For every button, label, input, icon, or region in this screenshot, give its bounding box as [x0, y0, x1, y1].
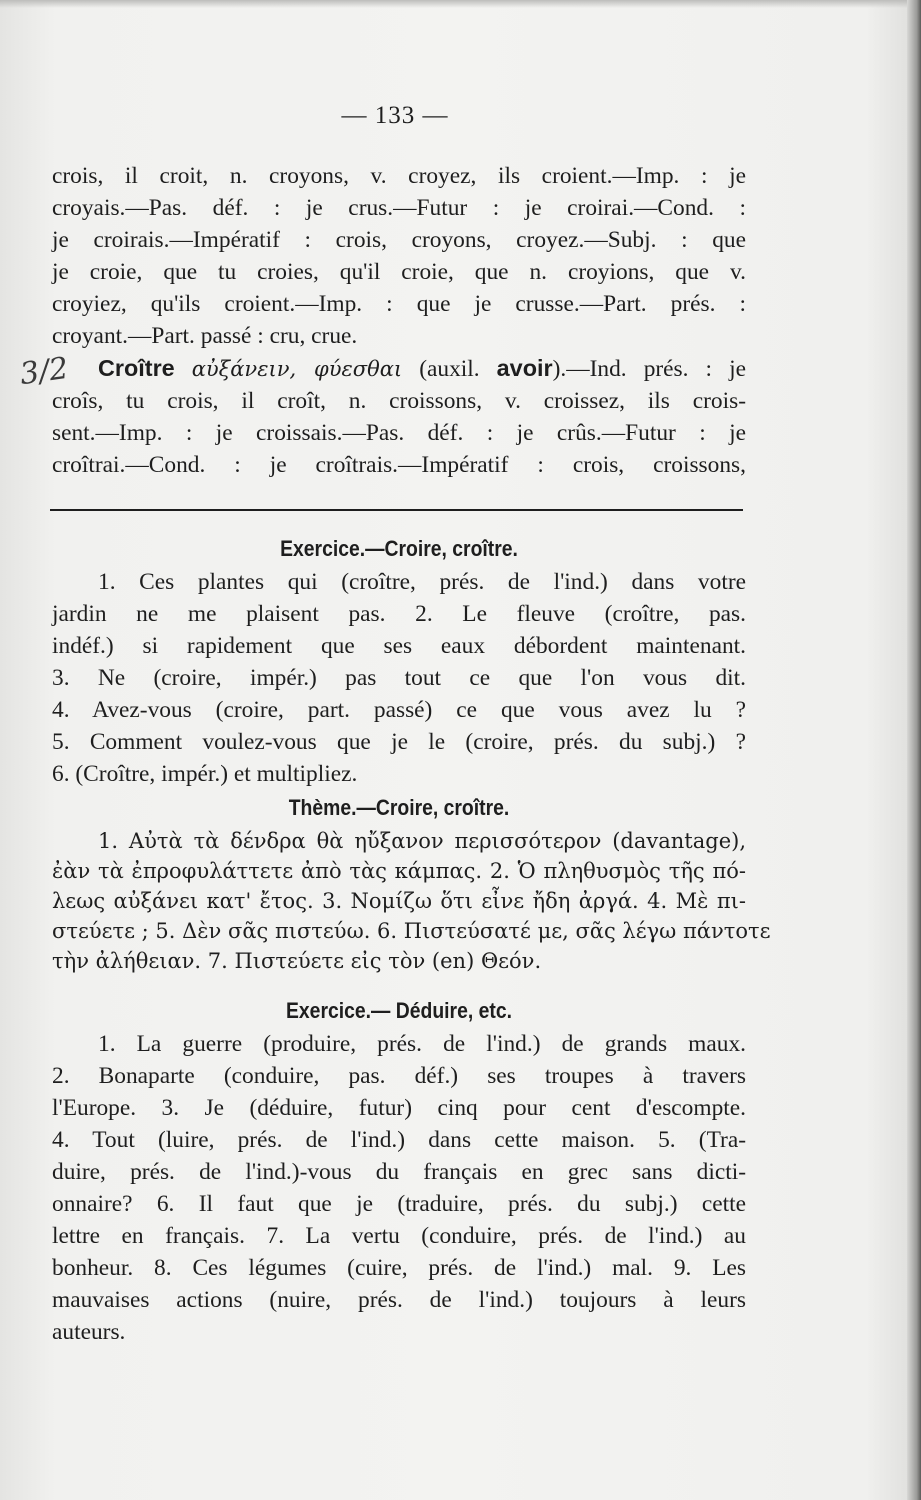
text-line: bonheur. 8. Ces légumes (cuire, prés. de l'ind.) mal. 9. Les [52, 1255, 746, 1281]
text-line: τὴν ἀλήθειαν. 7. Πιστεύετε εἰς τὸν (en) Θεόν. [52, 949, 542, 973]
croitre-heading-line [52, 352, 746, 385]
section-divider [50, 509, 743, 511]
text-line: 1. La guerre (produire, prés. de l'ind.) de grands maux. [98, 1031, 746, 1057]
auxiliary-label: (auxil. [419, 356, 480, 382]
conjugation-croire [52, 160, 746, 352]
text-line: auteurs. [52, 1319, 126, 1345]
theme-title: Thème.—Croire, croître. [288, 795, 510, 820]
present-label: ).—Ind. prés. : je [552, 356, 746, 382]
auxiliary-word: avoir [496, 355, 553, 381]
text-line: lettre en français. 7. La vertu (conduire, prés. de l'ind.) au [52, 1223, 746, 1249]
text-line: 4. Tout (luire, prés. de l'ind.) dans cette maison. 5. (Tra- [52, 1127, 746, 1153]
text-line: sent.—Imp. : je croissais.—Pas. déf. : je crûs.—Futur : je [52, 420, 746, 446]
text-line: je croie, que tu croies, qu'il croie, que n. croyions, que v. [52, 259, 746, 285]
conjugation-croitre [52, 352, 746, 481]
page-number: — 133 — [341, 102, 449, 129]
text-line: mauvaises actions (nuire, prés. de l'ind.) toujours à leurs [52, 1287, 746, 1313]
text-line: 1. Ces plantes qui (croître, prés. de l'ind.) dans votre [98, 569, 746, 595]
text-line: onnaire? 6. Il faut que je (traduire, prés. du subj.) cette [52, 1191, 746, 1217]
text-line: 4. Avez-vous (croire, part. passé) ce que vous avez lu ? [52, 697, 746, 723]
text-line: 5. Comment voulez-vous que je le (croire, prés. du subj.) ? [52, 729, 746, 755]
text-line: 6. (Croître, impér.) et multipliez. [52, 761, 358, 787]
page-top-shadow [0, 0, 921, 8]
exercise1-body [52, 566, 746, 790]
theme-body [52, 826, 771, 976]
page-binding-edge [907, 0, 921, 1500]
text-line: indéf.) si rapidement que ses eaux débordent maintenant. [52, 633, 746, 659]
text-line: crois, il croit, n. croyons, v. croyez, ils croient.—Imp. : je [52, 163, 746, 189]
text-line: l'Europe. 3. Je (déduire, futur) cinq pour cent d'escompte. [52, 1095, 746, 1121]
text-line: στεύετε ; 5. Δὲν σᾶς πιστεύω. 6. Πιστεύσατέ με, σᾶς λέγω πάντοτε [52, 919, 771, 943]
exercise1-title: Exercice.—Croire, croître. [280, 536, 518, 561]
handwritten-margin-note: 3/2 [17, 350, 71, 393]
text-line: croyiez, qu'ils croient.—Imp. : que je crusse.—Part. prés. : [52, 291, 746, 317]
text-line: λεως αὐξάνει κατ' ἔτος. 3. Νομίζω ὅτι εἶνε ἤδη ἀργά. 4. Μὲ πι- [52, 889, 746, 913]
text-line: jardin ne me plaisent pas. 2. Le fleuve (croître, pas. [52, 601, 746, 627]
greek-gloss: αὐξάνειν, φύεσθαι [191, 357, 403, 381]
exercise2-body [52, 1028, 746, 1348]
text-line: ἐὰν τὰ ἐπροφυλάττετε ἀπὸ τὰς κάμπας. 2. Ὁ πληθυσμὸς τῆς πό- [52, 859, 746, 883]
text-line: 3. Ne (croire, impér.) pas tout ce que l'on vous dit. [52, 665, 746, 691]
exercise2-title: Exercice.— Déduire, etc. [286, 998, 512, 1023]
text-line: croyais.—Pas. déf. : je crus.—Futur : je croirai.—Cond. : [52, 195, 746, 221]
head-word: Croître [98, 355, 175, 381]
text-line: croyant.—Part. passé : cru, crue. [52, 323, 358, 349]
text-line: je croirais.—Impératif : crois, croyons, croyez.—Subj. : que [52, 227, 746, 253]
text-line: 2. Bonaparte (conduire, pas. déf.) ses troupes à travers [52, 1063, 746, 1089]
text-line: duire, prés. de l'ind.)-vous du français en grec sans dicti- [52, 1159, 746, 1185]
text-line: croîs, tu crois, il croît, n. croissons, v. croissez, ils crois- [52, 388, 746, 414]
text-line: 1. Αὐτὰ τὰ δένδρα θὰ ηὔξανον περισσότερον (davantage), [98, 829, 746, 853]
text-line: croîtrai.—Cond. : je croîtrais.—Impératif : crois, croissons, [52, 452, 746, 478]
